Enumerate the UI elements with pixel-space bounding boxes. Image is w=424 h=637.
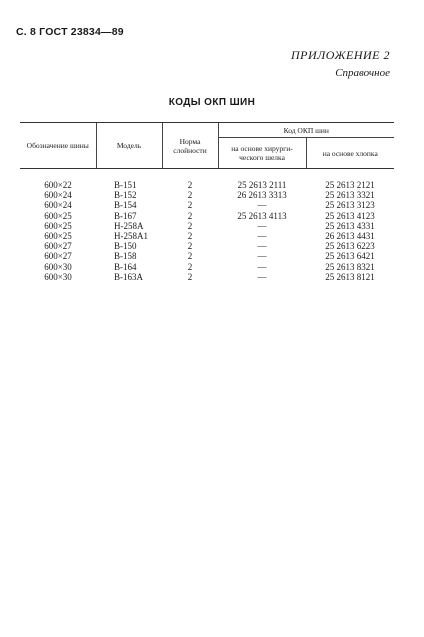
cell-silk-code: — <box>257 241 267 252</box>
cell-silk-code: — <box>257 261 267 272</box>
cell-ply: 2 <box>187 190 193 201</box>
cell-cotton-code: 25 2613 8321 <box>325 261 375 272</box>
okp-codes-table <box>20 122 394 282</box>
table-row <box>20 231 394 241</box>
cell-ply: 2 <box>187 180 193 190</box>
cell-model: В-151 <box>114 180 137 190</box>
cell-silk-code: — <box>257 271 267 282</box>
cell-cotton-code: 26 2613 4431 <box>325 231 375 242</box>
page-header: С. 8 ГОСТ 23834—89 <box>16 26 124 38</box>
cell-model: В-150 <box>114 241 137 252</box>
cell-ply: 2 <box>187 220 193 231</box>
cell-ply: 2 <box>187 271 193 282</box>
table-body <box>20 169 394 283</box>
cell-designation: 600×25 <box>44 210 72 221</box>
cell-ply: 2 <box>187 251 193 262</box>
cell-designation: 600×30 <box>44 271 72 282</box>
cell-cotton-code: 25 2613 6421 <box>325 251 375 262</box>
cell-cotton-code: 25 2613 4123 <box>325 210 375 221</box>
header-ply-rating: Норма слойности <box>162 123 218 169</box>
table-row <box>20 190 394 200</box>
cell-silk-code: — <box>257 220 267 231</box>
appendix-block <box>291 48 390 79</box>
header-okp-code: Код ОКП шин <box>218 123 394 138</box>
cell-model: В-152 <box>114 190 137 201</box>
header-model: Модель <box>96 123 162 169</box>
table-row <box>20 251 394 261</box>
cell-cotton-code: 25 2613 3123 <box>325 200 375 211</box>
cell-cotton-code: 25 2613 8121 <box>325 271 375 282</box>
cell-ply: 2 <box>187 210 193 221</box>
cell-silk-code: — <box>257 231 267 242</box>
cell-silk-code: 25 2613 4113 <box>237 210 287 221</box>
table-row <box>20 272 394 282</box>
table-row <box>20 211 394 221</box>
cell-designation: 600×24 <box>44 200 72 211</box>
header-cotton: на основе хлопка <box>306 138 394 169</box>
cell-designation: 600×25 <box>44 220 72 231</box>
cell-silk-code: — <box>257 251 267 262</box>
cell-silk-code: — <box>257 200 267 211</box>
cell-model: В-154 <box>114 200 137 211</box>
header-silk: на основе хирурги-ческого шелка <box>218 138 306 169</box>
cell-ply: 2 <box>187 261 193 272</box>
cell-designation: 600×24 <box>44 190 72 201</box>
table-row <box>20 241 394 251</box>
table-row <box>20 221 394 231</box>
table-row <box>20 200 394 210</box>
cell-designation: 600×22 <box>44 180 72 190</box>
cell-model: В-163А <box>114 271 143 282</box>
appendix-title: ПРИЛОЖЕНИЕ 2 <box>291 48 390 62</box>
cell-model: В-164 <box>114 261 137 272</box>
cell-silk-code: 26 2613 3313 <box>237 190 287 201</box>
cell-designation: 600×27 <box>44 241 72 252</box>
cell-designation: 600×25 <box>44 231 72 242</box>
cell-silk-code: 25 2613 2111 <box>237 180 287 190</box>
cell-cotton-code: 25 2613 4331 <box>325 220 375 231</box>
cell-ply: 2 <box>187 241 193 252</box>
cell-designation: 600×30 <box>44 261 72 272</box>
cell-cotton-code: 25 2613 3321 <box>325 190 375 201</box>
header-designation: Обозначение шины <box>20 123 96 169</box>
table-title: КОДЫ ОКП ШИН <box>168 97 256 108</box>
cell-model: В-167 <box>114 210 137 221</box>
cell-designation: 600×27 <box>44 251 72 262</box>
cell-cotton-code: 25 2613 2121 <box>325 180 375 190</box>
table-row <box>20 169 394 191</box>
cell-ply: 2 <box>187 200 193 211</box>
cell-model: В-158 <box>114 251 137 262</box>
cell-model: Н-258А1 <box>114 231 148 242</box>
cell-model: Н-258А <box>114 220 144 231</box>
appendix-subtitle: Справочное <box>335 67 390 79</box>
table-row <box>20 262 394 272</box>
cell-cotton-code: 25 2613 6223 <box>325 241 375 252</box>
cell-ply: 2 <box>187 231 193 242</box>
